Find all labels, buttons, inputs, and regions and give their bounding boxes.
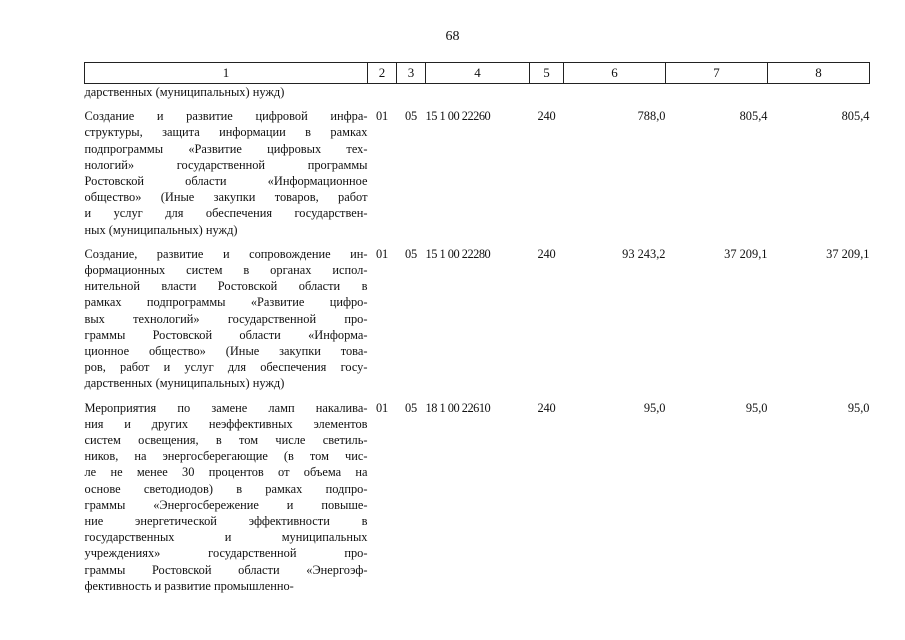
desc-line: ле не менее 30 процентов от объема на (84, 465, 368, 480)
desc-line: систем освещения, в том числе светиль- (84, 433, 368, 448)
desc-line: ния и других неэффективных элементов (84, 416, 368, 431)
row-description (85, 246, 368, 392)
row-subsection-code: 05 (405, 246, 417, 261)
header-col-6: 6 (564, 63, 666, 84)
row-spacer-cell (85, 100, 870, 108)
desc-line: ников, на энергосберегающие (в том чис- (84, 449, 368, 464)
row-value-year-3: 805,4 (841, 109, 870, 124)
table-row (85, 246, 870, 392)
header-col-3: 3 (397, 63, 426, 84)
desc-line: нительной власти Ростовской области в (84, 279, 368, 294)
desc-line: граммы «Энергосбережение и повыше- (84, 497, 368, 512)
row-target-article: 18 1 00 22610 (425, 400, 491, 415)
desc-line: рамках подпрограммы «Развитие цифро- (84, 295, 368, 310)
row-spacer (85, 392, 870, 400)
row-description (85, 108, 368, 238)
desc-line: вых технологий» государственной про- (84, 311, 368, 326)
row-value-year-3: 37 209,1 (826, 246, 870, 261)
header-row (85, 63, 870, 84)
desc-line: Ростовской области «Информационное (84, 174, 368, 189)
row-expense-type: 240 (537, 109, 556, 124)
desc-line: граммы Ростовской области «Информа- (84, 327, 368, 342)
row-target-article: 15 1 00 22260 (425, 109, 491, 124)
row-expense-type: 240 (537, 246, 556, 261)
row-description (85, 400, 368, 594)
row-spacer-cell (85, 392, 870, 400)
desc-line: подпрограммы «Развитие цифровых тех- (84, 141, 368, 156)
desc-line: ных (муниципальных) нужд) (84, 222, 238, 237)
desc-line: дарственных (муниципальных) нужд) (84, 85, 285, 99)
row-value-year-1: 95,0 (643, 400, 666, 415)
desc-line: учреждениях» государственной про- (84, 546, 368, 561)
header-col-5: 5 (530, 63, 564, 84)
desc-line: и услуг для обеспечения государствен- (84, 206, 368, 221)
desc-line: ционное общество» (Иные закупки това- (84, 344, 368, 359)
header-col-8: 8 (768, 63, 870, 84)
header-col-1: 1 (85, 63, 368, 84)
table-body (85, 84, 870, 595)
desc-line: основе светодиодов) в рамках подпро- (84, 481, 368, 496)
desc-line: структуры, защита информации в рамках (84, 125, 368, 140)
row-subsection-code: 05 (405, 109, 417, 124)
row-value-year-3: 95,0 (847, 400, 870, 415)
row-section-code: 01 (376, 400, 388, 415)
row-spacer-cell (85, 238, 870, 246)
desc-line: дарственных (муниципальных) нужд) (84, 376, 285, 391)
row-subsection-code: 05 (405, 400, 417, 415)
row-spacer (85, 238, 870, 246)
desc-line: государственных и муниципальных (84, 530, 368, 545)
table-header (85, 63, 870, 84)
header-col-7: 7 (666, 63, 768, 84)
desc-line: ров, работ и услуг для обеспечения госу- (84, 360, 368, 375)
row-section-code: 01 (376, 109, 388, 124)
row-section-code: 01 (376, 246, 388, 261)
row-value-year-1: 93 243,2 (622, 246, 666, 261)
row-value-year-2: 37 209,1 (724, 246, 768, 261)
desc-line: Создание, развитие и сопровождение ин- (84, 246, 368, 261)
desc-line: общество» (Иные закупки товаров, работ (84, 190, 368, 205)
row-spacer (85, 100, 870, 108)
page-number: 68 (445, 29, 460, 44)
table-row (85, 108, 870, 238)
row-expense-type: 240 (537, 400, 556, 415)
row-value-year-2: 95,0 (745, 400, 768, 415)
row-value-year-1: 788,0 (637, 109, 666, 124)
desc-line: Создание и развитие цифровой инфра- (84, 109, 368, 124)
desc-line: фективность и развитие промышленно- (84, 578, 294, 593)
desc-line: Мероприятия по замене ламп накалива- (84, 400, 368, 415)
continuation-text (85, 84, 870, 101)
table-row (85, 400, 870, 594)
header-col-4: 4 (426, 63, 530, 84)
continuation-row (85, 84, 870, 101)
row-target-article: 15 1 00 22280 (425, 246, 491, 261)
desc-line: ние энергетической эффективности в (84, 514, 368, 529)
budget-table (84, 62, 870, 594)
header-col-2: 2 (368, 63, 397, 84)
desc-line: нологий» государственной программы (84, 157, 368, 172)
row-value-year-2: 805,4 (739, 109, 768, 124)
desc-line: формационных систем в органах испол- (84, 263, 368, 278)
desc-line: граммы Ростовской области «Энергоэф- (84, 562, 368, 577)
